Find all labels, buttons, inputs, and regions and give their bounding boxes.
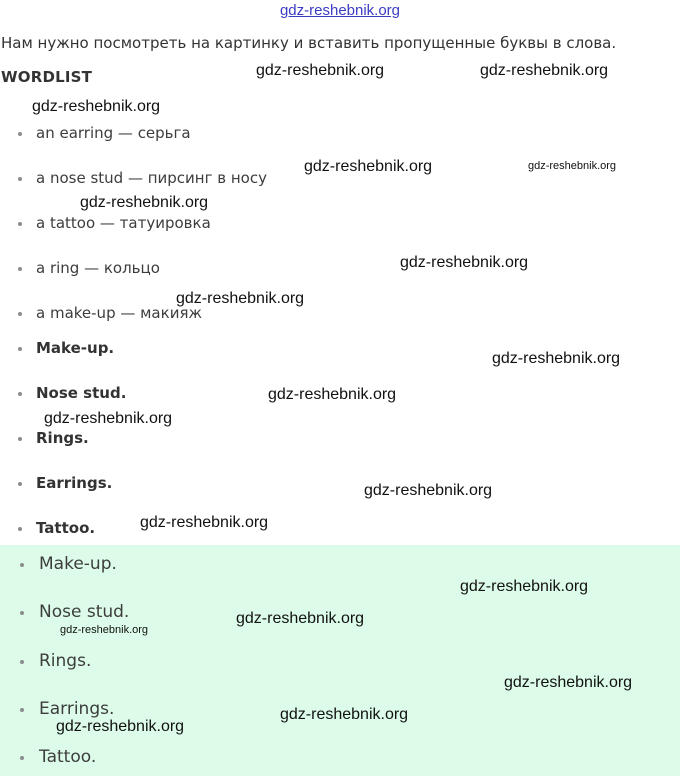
- watermark: gdz-reshebnik.org: [364, 482, 493, 499]
- watermark: gdz-reshebnik.org: [80, 194, 209, 211]
- watermark: gdz-reshebnik.org: [528, 160, 617, 172]
- bullet-icon: [20, 563, 24, 567]
- bullet-icon: [18, 527, 22, 531]
- bullet-icon: [18, 392, 22, 396]
- watermark: gdz-reshebnik.org: [176, 290, 305, 307]
- watermark: gdz-reshebnik.org: [268, 386, 397, 403]
- watermark: gdz-reshebnik.org: [32, 98, 161, 115]
- watermark: gdz-reshebnik.org: [280, 706, 409, 723]
- bullet-icon: [20, 611, 24, 615]
- bullet-icon: [18, 267, 22, 271]
- bullet-icon: [18, 177, 22, 181]
- watermark: gdz-reshebnik.org: [140, 514, 269, 531]
- bullet-icon: [18, 312, 22, 316]
- bullet-icon: [20, 708, 24, 712]
- bullet-icon: [18, 222, 22, 226]
- watermark: gdz-reshebnik.org: [60, 624, 149, 636]
- task-instruction: Нам нужно посмотреть на картинку и вставить пропущенные буквы в слова.: [1, 34, 617, 52]
- bullet-icon: [18, 347, 22, 351]
- watermark: gdz-reshebnik.org: [460, 578, 589, 595]
- bullet-icon: [18, 437, 22, 441]
- watermark: gdz-reshebnik.org: [480, 62, 609, 79]
- wordlist-heading: WORDLIST: [1, 68, 93, 86]
- watermark: gdz-reshebnik.org: [400, 254, 529, 271]
- bullet-icon: [18, 482, 22, 486]
- watermark: gdz-reshebnik.org: [56, 718, 185, 735]
- watermark: gdz-reshebnik.org: [304, 158, 433, 175]
- watermark: gdz-reshebnik.org: [256, 62, 385, 79]
- bullet-icon: [18, 132, 22, 136]
- watermark: gdz-reshebnik.org: [44, 410, 173, 427]
- watermark: gdz-reshebnik.org: [492, 350, 621, 367]
- site-link[interactable]: gdz-reshebnik.org: [279, 2, 401, 19]
- watermark: gdz-reshebnik.org: [504, 674, 633, 691]
- answer-block: Make-up. Nose stud. Rings. Earrings. Tattoo.: [0, 545, 680, 776]
- bullet-icon: [20, 756, 24, 760]
- watermark: gdz-reshebnik.org: [236, 610, 365, 627]
- bullet-icon: [20, 660, 24, 664]
